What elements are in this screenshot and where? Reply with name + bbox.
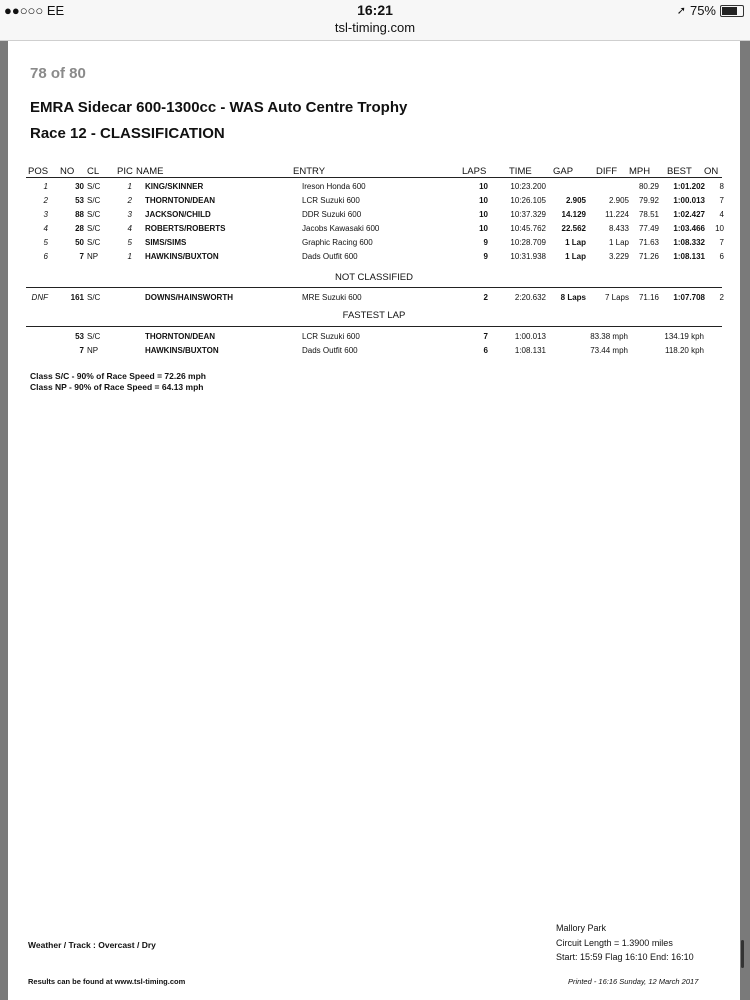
cell-no: 53	[75, 196, 84, 205]
col-cl: CL	[87, 166, 100, 177]
cell-no: 50	[75, 238, 84, 247]
result-row	[26, 222, 722, 236]
cell-gap: 1 Lap	[565, 238, 586, 247]
weather-track: Weather / Track : Overcast / Dry	[28, 940, 156, 950]
col-entry: ENTRY	[293, 166, 326, 177]
cell-time: 10:45.762	[510, 224, 546, 233]
cell-mph: 77.49	[638, 224, 659, 233]
status-right	[677, 3, 744, 18]
fastest-lap-row	[26, 330, 722, 344]
battery-percent: 75%	[689, 3, 716, 18]
cell-best: 1:02.427	[673, 210, 705, 219]
cell-lap: 7	[483, 332, 488, 341]
cell-pic: 1	[127, 182, 132, 191]
battery-fill	[722, 7, 737, 15]
cell-on: 6	[719, 252, 724, 261]
battery-icon	[720, 5, 744, 17]
cell-pos: 6	[43, 252, 48, 261]
cell-best: 1:08.131	[673, 252, 705, 261]
cell-best: 1:01.202	[673, 182, 705, 191]
cell-laps: 10	[479, 210, 488, 219]
cell-no: 28	[75, 224, 84, 233]
cell-pos: 5	[43, 238, 48, 247]
cell-name: ROBERTS/ROBERTS	[145, 224, 226, 233]
fastest-lap-rule	[26, 326, 722, 327]
cell-diff: 3.229	[608, 252, 629, 261]
cell-entry: Dads Outfit 600	[302, 346, 358, 355]
col-no: NO	[60, 166, 75, 177]
cell-entry: DDR Suzuki 600	[302, 210, 362, 219]
cell-entry: LCR Suzuki 600	[302, 196, 360, 205]
cell-on: 4	[719, 210, 724, 219]
cell-laps: 9	[483, 238, 488, 247]
cell-laps: 10	[479, 224, 488, 233]
col-time: TIME	[509, 166, 532, 177]
cell-pic: 2	[127, 196, 132, 205]
class-note-np: Class NP - 90% of Race Speed = 64.13 mph	[30, 382, 204, 392]
cell-entry: Graphic Racing 600	[302, 238, 373, 247]
not-classified-rule	[26, 287, 722, 288]
cell-no: 88	[75, 210, 84, 219]
cell-pic: 5	[127, 238, 132, 247]
cell-name: HAWKINS/BUXTON	[145, 252, 219, 261]
cell-cl: S/C	[87, 182, 101, 191]
location-arrow-icon: ➚	[676, 5, 686, 17]
cell-no: 7	[79, 346, 84, 355]
cell-diff: 7 Laps	[604, 293, 629, 302]
cell-on: 7	[719, 238, 724, 247]
cell-no: 53	[75, 332, 84, 341]
cell-time: 1:08.131	[514, 346, 546, 355]
cell-laps: 10	[479, 182, 488, 191]
cell-gap: 1 Lap	[565, 252, 586, 261]
result-row	[26, 194, 722, 208]
class-note-sc: Class S/C - 90% of Race Speed = 72.26 mph	[30, 371, 206, 381]
cell-time: 2:20.632	[514, 293, 546, 302]
cell-pic: 1	[127, 252, 132, 261]
scrollbar[interactable]	[741, 940, 744, 968]
col-pos: POS	[28, 166, 49, 177]
cell-gap: 14.129	[561, 210, 586, 219]
dnf-row	[26, 291, 722, 305]
cell-no: 161	[70, 293, 84, 302]
cell-entry: LCR Suzuki 600	[302, 332, 360, 341]
cell-cl: NP	[87, 252, 99, 261]
carrier-signal: ●●○○○ EE	[4, 3, 65, 18]
cell-name: DOWNS/HAINSWORTH	[145, 293, 233, 302]
cell-diff: 8.433	[608, 224, 629, 233]
col-name: NAME	[136, 166, 164, 177]
status-bar	[0, 0, 750, 20]
fastest-lap-label: FASTEST LAP	[342, 310, 406, 321]
printed-stamp: Printed - 16:16 Sunday, 12 March 2017	[568, 977, 699, 986]
cell-no: 30	[75, 182, 84, 191]
cell-diff: 1 Lap	[608, 238, 629, 247]
cell-diff: 2.905	[608, 196, 629, 205]
session-times: Start: 15:59 Flag 16:10 End: 16:10	[556, 952, 694, 962]
cell-time: 10:28.709	[510, 238, 546, 247]
cell-mph: 71.63	[638, 238, 659, 247]
result-row	[26, 236, 722, 250]
cell-entry: Dads Outfit 600	[302, 252, 358, 261]
cell-pos: 2	[43, 196, 48, 205]
cell-cl: S/C	[87, 224, 101, 233]
cell-mph: 79.92	[638, 196, 659, 205]
cell-cl: NP	[87, 346, 99, 355]
cell-cl: S/C	[87, 332, 101, 341]
result-row	[26, 250, 722, 264]
cell-laps: 10	[479, 196, 488, 205]
cell-pic: 4	[127, 224, 132, 233]
cell-mph: 78.51	[638, 210, 659, 219]
cell-best: 1:00.013	[673, 196, 705, 205]
cell-pos: 4	[43, 224, 48, 233]
cell-name: JACKSON/CHILD	[145, 210, 211, 219]
cell-gap: 2.905	[565, 196, 586, 205]
cell-no: 7	[79, 252, 84, 261]
cell-on: 2	[719, 293, 724, 302]
cell-laps: 2	[483, 293, 488, 302]
not-classified-label: NOT CLASSIFIED	[335, 272, 413, 283]
cell-best: 1:08.332	[673, 238, 705, 247]
fastest-lap-row	[26, 344, 722, 358]
cell-entry: Ireson Honda 600	[302, 182, 366, 191]
cell-mph: 73.44 mph	[590, 346, 628, 355]
cell-time: 10:31.938	[510, 252, 546, 261]
col-pic: PIC	[117, 166, 133, 177]
document-page	[8, 41, 740, 1000]
cell-kph: 134.19 kph	[664, 332, 704, 341]
col-laps: LAPS	[462, 166, 487, 177]
cell-name: SIMS/SIMS	[145, 238, 187, 247]
cell-mph: 80.29	[638, 182, 659, 191]
cell-pos: DNF	[31, 293, 48, 302]
cell-best: 1:03.466	[673, 224, 705, 233]
cell-name: THORNTON/DEAN	[145, 332, 216, 341]
circuit-length: Circuit Length = 1.3900 miles	[556, 938, 673, 948]
cell-kph: 118.20 kph	[665, 346, 704, 355]
cell-name: KING/SKINNER	[145, 182, 204, 191]
cell-entry: MRE Suzuki 600	[302, 293, 362, 302]
race-title: Race 12 - CLASSIFICATION	[30, 125, 225, 142]
cell-lap: 6	[483, 346, 488, 355]
cell-mph: 71.26	[638, 252, 659, 261]
col-gap: GAP	[553, 166, 574, 177]
cell-diff: 11.224	[605, 210, 629, 219]
cell-pos: 1	[43, 182, 48, 191]
cell-cl: S/C	[87, 238, 101, 247]
cell-name: THORNTON/DEAN	[145, 196, 216, 205]
col-diff: DIFF	[596, 166, 618, 177]
cell-entry: Jacobs Kawasaki 600	[302, 224, 380, 233]
clock: 16:21	[357, 2, 393, 18]
cell-gap: 8 Laps	[560, 293, 586, 302]
cell-name: HAWKINS/BUXTON	[145, 346, 219, 355]
cell-mph: 71.16	[638, 293, 659, 302]
cell-on: 8	[719, 182, 724, 191]
circuit-name: Mallory Park	[556, 923, 607, 933]
cell-on: 7	[719, 196, 724, 205]
result-row	[26, 180, 722, 194]
cell-laps: 9	[483, 252, 488, 261]
cell-cl: S/C	[87, 196, 101, 205]
col-best: BEST	[667, 166, 692, 177]
col-on: ON	[704, 166, 719, 177]
cell-mph: 83.38 mph	[590, 332, 628, 341]
cell-time: 1:00.013	[514, 332, 546, 341]
col-mph: MPH	[629, 166, 651, 177]
cell-gap: 22.562	[561, 224, 586, 233]
page-counter: 78 of 80	[30, 65, 86, 82]
cell-pic: 3	[127, 210, 132, 219]
table-header	[26, 164, 722, 178]
event-title: EMRA Sidecar 600-1300cc - WAS Auto Centre Trophy	[30, 99, 408, 116]
cell-time: 10:26.105	[510, 196, 546, 205]
cell-time: 10:37.329	[510, 210, 546, 219]
cell-cl: S/C	[87, 293, 101, 302]
url-bar[interactable]: tsl-timing.com	[0, 20, 750, 41]
cell-cl: S/C	[87, 210, 101, 219]
cell-best: 1:07.708	[673, 293, 705, 302]
results-url: Results can be found at www.tsl-timing.com	[28, 977, 186, 986]
cell-time: 10:23.200	[510, 182, 546, 191]
result-row	[26, 208, 722, 222]
header-rule	[26, 177, 722, 178]
cell-on: 10	[715, 224, 724, 233]
cell-pos: 3	[43, 210, 48, 219]
